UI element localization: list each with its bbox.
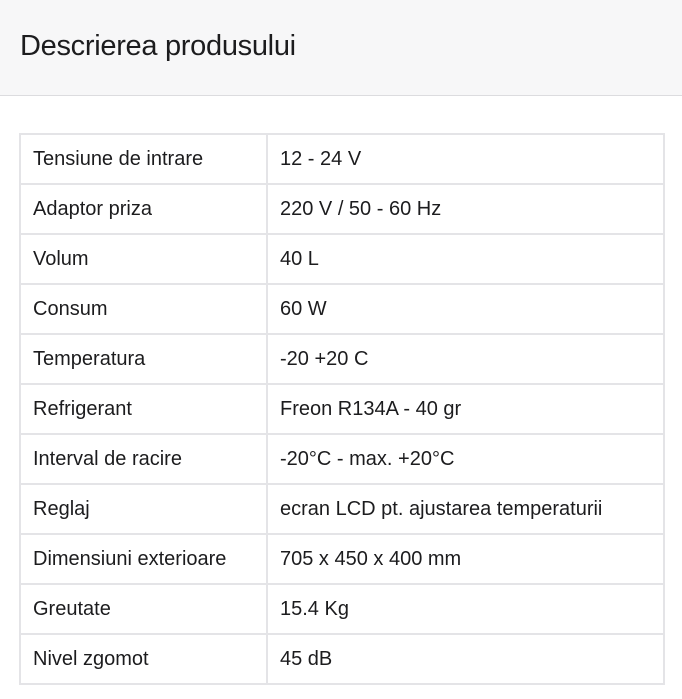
spec-value: 45 dB [267, 634, 664, 684]
spec-value: Freon R134A - 40 gr [267, 384, 664, 434]
spec-value: 15.4 Kg [267, 584, 664, 634]
spec-label: Volum [20, 234, 267, 284]
spec-value: 12 - 24 V [267, 134, 664, 184]
section-title: Descrierea produsului [20, 30, 296, 62]
spec-label: Interval de racire [20, 434, 267, 484]
spec-value: 40 L [267, 234, 664, 284]
table-row [20, 434, 664, 484]
spec-label: Greutate [20, 584, 267, 634]
table-row [20, 184, 664, 234]
spec-label: Temperatura [20, 334, 267, 384]
spec-label: Reglaj [20, 484, 267, 534]
table-row [20, 534, 664, 584]
table-row [20, 384, 664, 434]
table-row [20, 634, 664, 684]
spec-label: Refrigerant [20, 384, 267, 434]
table-row [20, 234, 664, 284]
spec-value: ecran LCD pt. ajustarea temperaturii [267, 484, 664, 534]
spec-value: 60 W [267, 284, 664, 334]
spec-label: Adaptor priza [20, 184, 267, 234]
table-row [20, 584, 664, 634]
spec-value: -20°C - max. +20°C [267, 434, 664, 484]
table-row [20, 484, 664, 534]
table-row [20, 134, 664, 184]
table-row [20, 284, 664, 334]
spec-value: 705 x 450 x 400 mm [267, 534, 664, 584]
spec-table [19, 133, 665, 685]
spec-label: Consum [20, 284, 267, 334]
spec-label: Nivel zgomot [20, 634, 267, 684]
spec-label: Dimensiuni exterioare [20, 534, 267, 584]
section-header [0, 0, 682, 96]
spec-label: Tensiune de intrare [20, 134, 267, 184]
spec-value: -20 +20 C [267, 334, 664, 384]
spec-value: 220 V / 50 - 60 Hz [267, 184, 664, 234]
table-row [20, 334, 664, 384]
